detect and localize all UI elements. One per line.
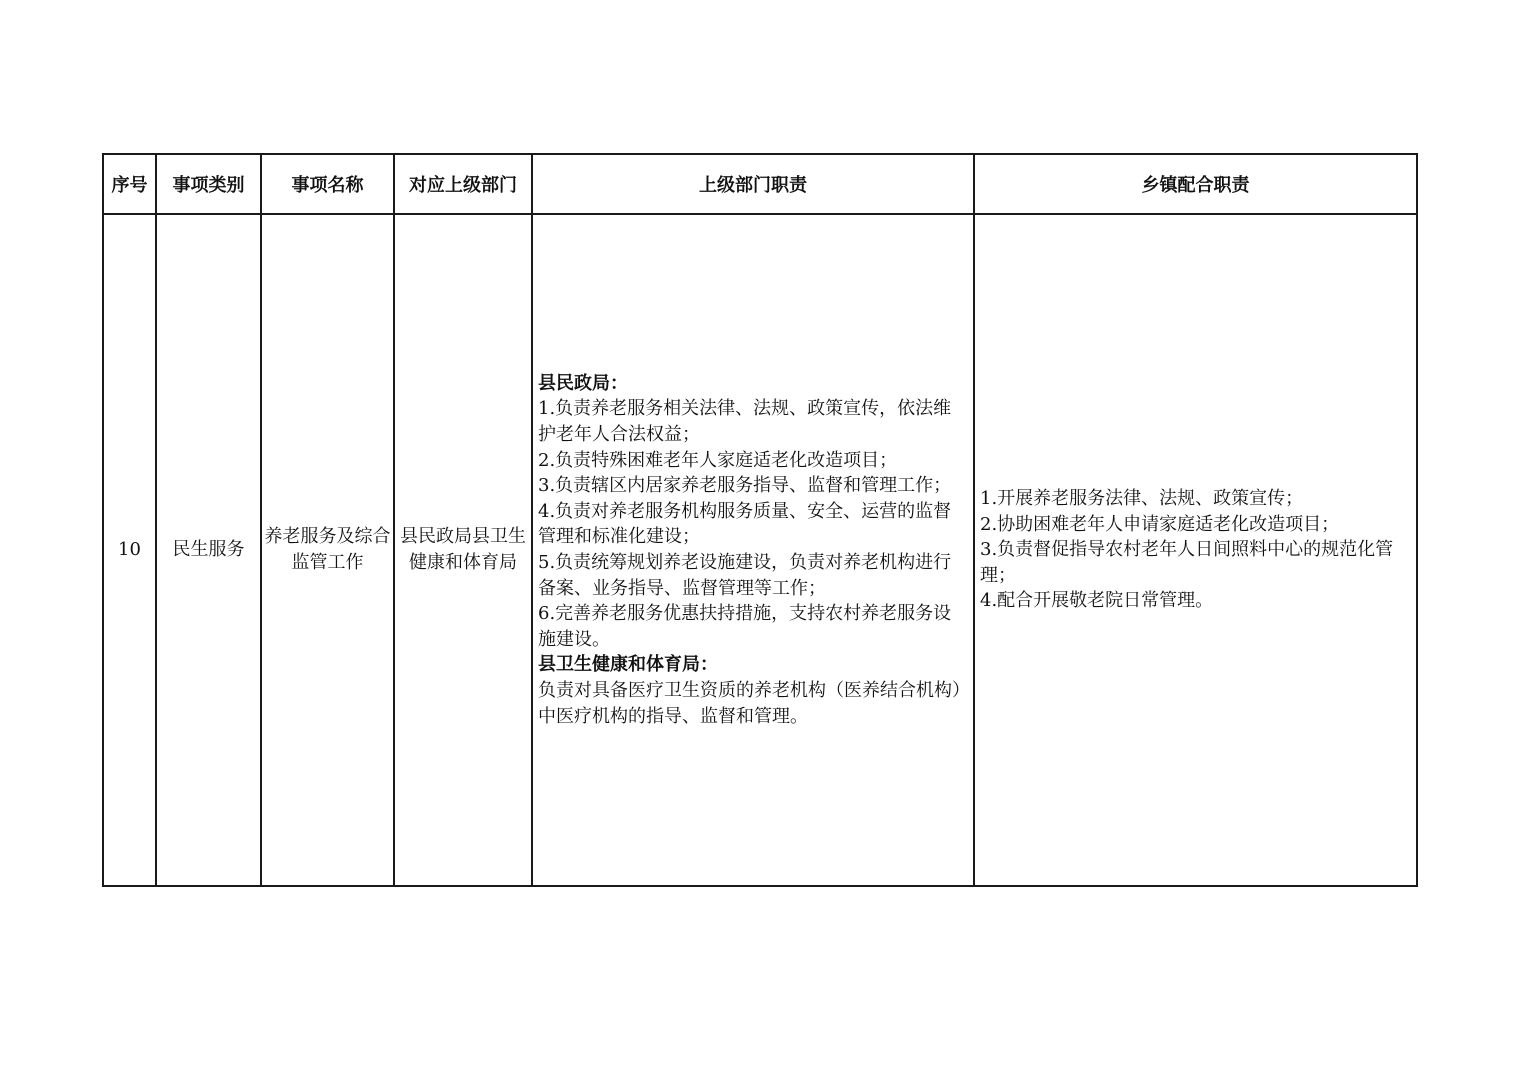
cell-category: 民生服务 <box>156 214 261 886</box>
town-duty-item: 2.协助困难老年人申请家庭适老化改造项目； <box>980 513 1340 535</box>
cell-name <box>261 214 394 886</box>
duty-table <box>102 153 1418 887</box>
duty-item: 4.负责对养老服务机构服务质量、安全、运营的监督管理和标准化建设； <box>538 500 952 548</box>
header-name: 事项名称 <box>261 154 394 214</box>
table-row <box>103 214 1417 886</box>
header-town-duty: 乡镇配合职责 <box>974 154 1417 214</box>
town-duty-item: 1.开展养老服务法律、法规、政策宣传； <box>980 488 1304 510</box>
cell-dept <box>394 214 532 886</box>
duty-item: 1.负责养老服务相关法律、法规、政策宣传，依法维护老年人合法权益； <box>538 398 952 446</box>
duty-item: 2.负责特殊困难老年人家庭适老化改造项目； <box>538 449 898 471</box>
header-seq: 序号 <box>103 154 156 214</box>
header-upper-duty: 上级部门职责 <box>532 154 974 214</box>
cell-seq: 10 <box>103 214 156 886</box>
header-row <box>103 154 1417 214</box>
dept-text: 县民政局县卫生健康和体育局 <box>400 526 526 573</box>
duty-item: 6.完善养老服务优惠扶持措施，支持农村养老服务设施建设。 <box>538 603 952 650</box>
item-name-text: 养老服务及综合监管工作 <box>264 526 391 573</box>
dept2-title: 县卫生健康和体育局： <box>538 654 718 676</box>
header-category: 事项类别 <box>156 154 261 214</box>
town-duty-item: 4.配合开展敬老院日常管理。 <box>980 590 1214 612</box>
cell-upper-duty <box>532 214 974 886</box>
header-dept: 对应上级部门 <box>394 154 532 214</box>
town-duty-item: 3.负责督促指导农村老年人日间照料中心的规范化管理； <box>980 539 1394 586</box>
duty-item: 3.负责辖区内居家养老服务指导、监督和管理工作； <box>538 475 952 497</box>
duty-item: 负责对具备医疗卫生资质的养老机构（医养结合机构）中医疗机构的指导、监督和管理。 <box>538 679 961 727</box>
duty-item: 5.负责统筹规划养老设施建设，负责对养老机构进行备案、业务指导、监督管理等工作； <box>538 552 952 599</box>
cell-town-duty <box>974 214 1417 886</box>
dept1-title: 县民政局： <box>538 372 628 394</box>
